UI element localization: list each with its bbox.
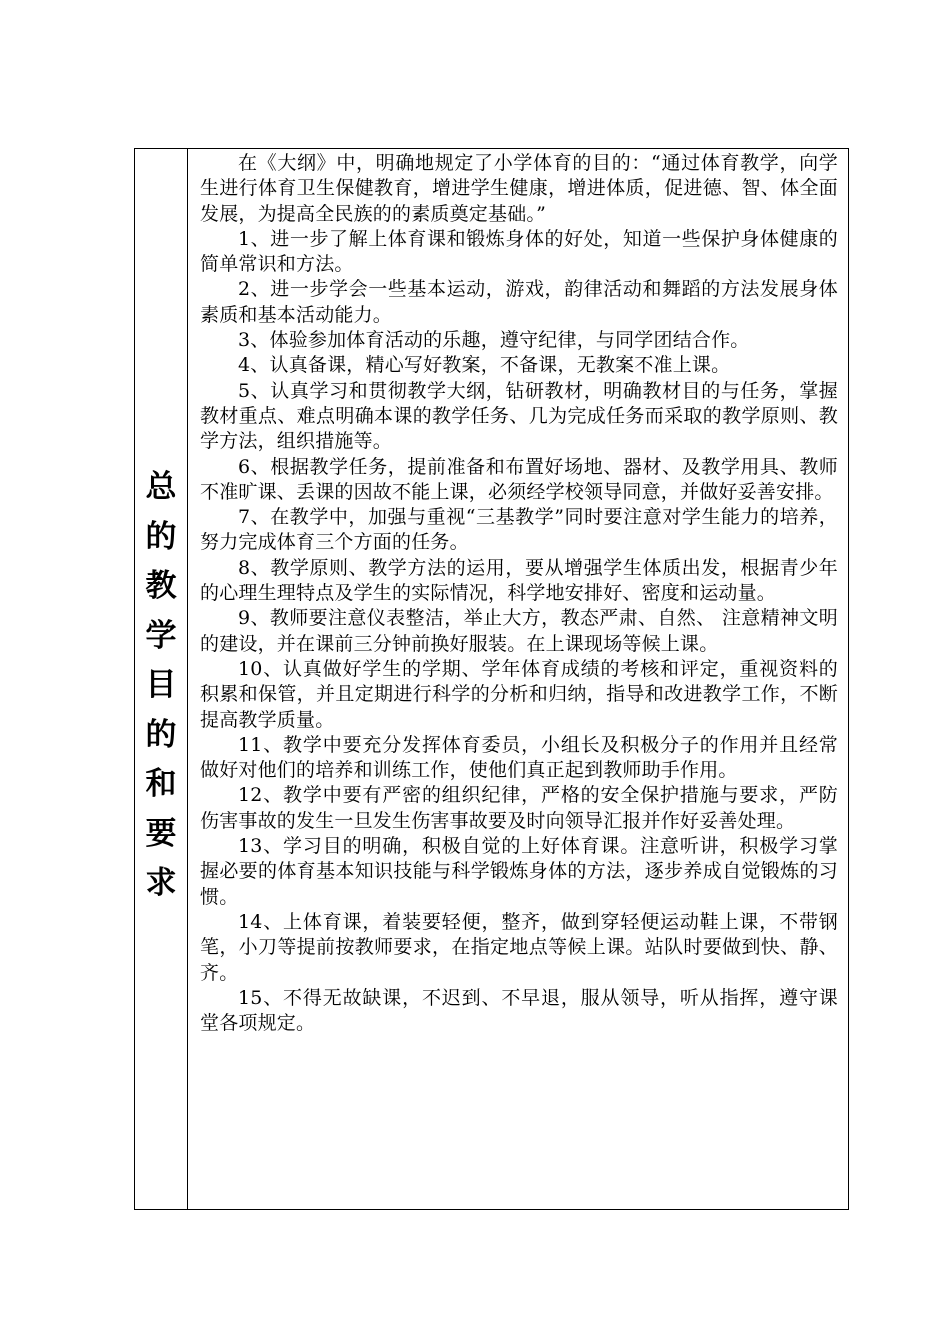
requirement-item: 13、学习目的明确，积极自觉的上好体育课。注意听讲，积极学习掌握必要的体育基本知识技能与科学锻炼身体的方法，逐步养成自觉锻炼的习惯。 bbox=[200, 835, 838, 908]
requirement-item: 8、教学原则、教学方法的运用，要从增强学生体质出发，根据青少年的心理生理特点及学生的实际情况，科学地安排好、密度和运动量。 bbox=[200, 556, 838, 605]
requirement-item: 2、进一步学会一些基本运动，游戏，韵律活动和舞蹈的方法发展身体素质和基本活动能力。 bbox=[200, 278, 838, 326]
requirement-item: 10、认真做好学生的学期、学年体育成绩的考核和评定，重视资料的积累和保管，并且定期进行科学的分析和归纳，指导和改进教学工作，不断提高教学质量。 bbox=[200, 657, 838, 731]
section-title-char: 学 bbox=[145, 617, 177, 654]
section-title-char: 总 bbox=[145, 469, 177, 506]
requirements-table bbox=[134, 148, 849, 1210]
requirement-item: 3、体验参加体育活动的乐趣，遵守纪律，与同学团结合作。 bbox=[238, 329, 750, 352]
requirement-item: 15、不得无故缺课，不迟到、不早退，服从领导，听从指挥，遵守课堂各项规定。 bbox=[200, 986, 838, 1035]
requirement-item: 14、上体育课，着装要轻便，整齐，做到穿轻便运动鞋上课，不带钢笔，小刀等提前按教师要求，在指定地点等候上课。站队时要做到快、静、齐。 bbox=[200, 910, 838, 984]
intro-paragraph: 在《大纲》中，明确地规定了小学体育的目的：“通过体育教学，向学生进行体育卫生保健教育，增进学生健康，增进体质，促进德、智、体全面发展，为提高全民族的的素质奠定基础。” bbox=[200, 152, 838, 225]
section-title-cell bbox=[135, 149, 188, 1209]
section-title-char: 教 bbox=[145, 568, 177, 605]
requirement-item: 1、进一步了解上体育课和锻炼身体的好处，知道一些保护身体健康的简单常识和方法。 bbox=[200, 227, 838, 276]
requirement-item: 6、根据教学任务，提前准备和布置好场地、器材、及教学用具、教师不准旷课、丢课的因故不能上课，必须经学校领导同意，并做好妥善安排。 bbox=[200, 455, 838, 503]
content-cell bbox=[188, 149, 848, 1209]
section-title-char: 的 bbox=[145, 518, 177, 555]
section-title bbox=[146, 463, 177, 909]
section-title-char: 和 bbox=[145, 766, 177, 803]
section-title-char: 要 bbox=[145, 815, 177, 852]
section-title-char: 目 bbox=[145, 667, 177, 704]
requirement-item: 5、认真学习和贯彻教学大纲，钻研教材，明确教材目的与任务，掌握教材重点、难点明确本课的教学任务、几为完成任务而采取的教学原则、教学方法，组织措施等。 bbox=[200, 379, 838, 453]
requirement-item: 12、教学中要有严密的组织纪律，严格的安全保护措施与要求，严防伤害事故的发生一旦发生伤害事故要及时向领导汇报并作好妥善处理。 bbox=[200, 784, 838, 832]
section-title-char: 求 bbox=[145, 865, 177, 902]
requirement-item: 9、教师要注意仪表整洁，举止大方，教态严肃、自然、 注意精神文明的建设，并在课前三分钟前换好服装。在上课现场等候上课。 bbox=[200, 607, 838, 655]
requirement-item: 7、在教学中，加强与重视“三基教学”同时要注意对学生能力的培养，努力完成体育三个方面的任务。 bbox=[200, 506, 838, 554]
section-title-char: 的 bbox=[145, 716, 177, 753]
requirement-item: 11、教学中要充分发挥体育委员，小组长及积极分子的作用并且经常做好对他们的培养和训练工作，使他们真正起到教师助手作用。 bbox=[200, 733, 838, 782]
requirement-item: 4、认真备课，精心写好教案，不备课，无教案不准上课。 bbox=[238, 354, 731, 377]
